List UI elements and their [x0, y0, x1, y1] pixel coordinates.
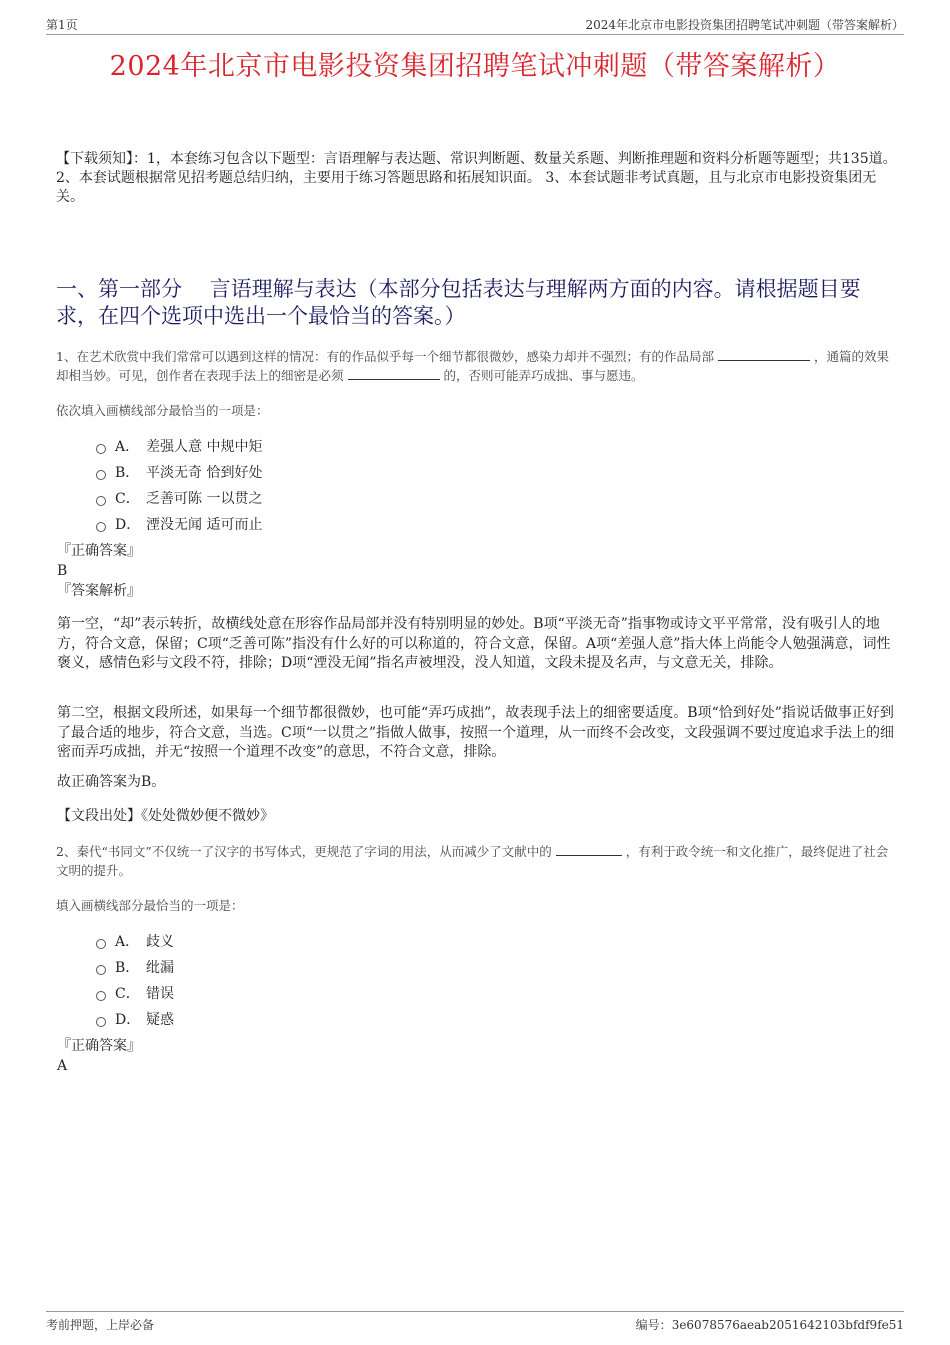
answer-value: B [57, 563, 68, 579]
page-number: 第1页 [46, 18, 78, 32]
radio-icon[interactable] [96, 522, 106, 532]
analysis-label: 『答案解析』 [57, 583, 141, 599]
option-d[interactable]: D． 疑惑 [96, 1006, 174, 1032]
answer-value: A [57, 1058, 68, 1074]
question-1-instruction: 依次填入画横线部分最恰当的一项是： [56, 403, 269, 418]
analysis-paragraph-1: 第一空，“却”表示转折，故横线处意在形容作品局部并没有特别明显的妙处。B项“平淡无奇”指事物或诗文平平常常，没有吸引人的地方，符合文意，保留；C项“乏善可陈”指没有什么好的可以称道的，符合文意，保留。A项“差强人意”指大体上尚能令人勉强满意，词性褒义，感情色彩与文段不符，排除；D项“湮没无闻”指名声被埋没，没人知道，文段未提及名声，与文意无关，排除。 [57, 616, 891, 671]
option-a[interactable]: A． 差强人意 中规中矩 [96, 433, 262, 459]
footer-slogan: 考前押题，上岸必备 [46, 1318, 155, 1332]
option-c[interactable]: C． 错误 [96, 980, 174, 1006]
radio-icon[interactable] [96, 470, 106, 480]
page-header [46, 14, 904, 35]
fill-blank [718, 348, 810, 361]
question-1-answer [57, 541, 141, 601]
question-2-answer [57, 1036, 141, 1076]
radio-icon[interactable] [96, 444, 106, 454]
answer-conclusion: 故正确答案为B。 [57, 774, 166, 790]
option-c[interactable]: C． 乏善可陈 一以贯之 [96, 485, 262, 511]
radio-icon[interactable] [96, 496, 106, 506]
option-d[interactable]: D． 湮没无闻 适可而止 [96, 511, 262, 537]
radio-icon[interactable] [96, 991, 106, 1001]
question-1-options [96, 433, 262, 537]
radio-icon[interactable] [96, 1017, 106, 1027]
download-notice: 【下载须知】：1，本套练习包含以下题型：言语理解与表达题、常识判断题、数量关系题、判断推理题和资料分析题等题型；共135道。 2、本套试题根据常见招考题总结归纳，主要用于练习答题思路和拓展知识面。 3、本套试题非考试真题，且与北京市电影投资集团无关。 [56, 151, 897, 205]
option-a[interactable]: A． 歧义 [96, 928, 174, 954]
answer-label: 『正确答案』 [57, 1038, 141, 1054]
analysis-paragraph-2: 第二空，根据文段所述，如果每一个细节都很微妙，也可能“弄巧成拙”，故表现手法上的细密要适度。B项“恰到好处”指说话做事正好到了最合适的地步，符合文意，当选。C项“一以贯之”指做人做事，按照一个道理，从一而终不会改变，文段强调不要过度追求手法上的细密而弄巧成拙，并无“按照一个道理不改变”的意思，不符合文意，排除。 [57, 705, 895, 760]
radio-icon[interactable] [96, 965, 106, 975]
section-heading: 一、第一部分 言语理解与表达（本部分包括表达与理解两方面的内容。请根据题目要求，在四个选项中选出一个最恰当的答案。） [56, 277, 861, 328]
question-1-text: 1、在艺术欣赏中我们常常可以遇到这样的情况：有的作品似乎每一个细节都很微妙，感染力却并不强烈；有的作品局部 ，通篇的效果却相当妙。可见，创作者在表现手法上的细密是必须 的，否则可能弄巧成拙、事与愿违。 [56, 349, 889, 383]
header-doc-title: 2024年北京市电影投资集团招聘笔试冲刺题（带答案解析） [585, 18, 904, 32]
fill-blank [348, 367, 440, 380]
page-footer [46, 1311, 904, 1332]
question-2-options [96, 928, 174, 1032]
radio-icon[interactable] [96, 939, 106, 949]
fill-blank [556, 843, 622, 856]
document-title: 2024年北京市电影投资集团招聘笔试冲刺题（带答案解析） [109, 51, 841, 82]
option-b[interactable]: B． 纰漏 [96, 954, 174, 980]
question-2-text: 2、秦代“书同文”不仅统一了汉字的书写体式，更规范了字词的用法，从而减少了文献中的 ，有利于政令统一和文化推广，最终促进了社会文明的提升。 [56, 844, 889, 878]
answer-label: 『正确答案』 [57, 543, 141, 559]
option-b[interactable]: B． 平淡无奇 恰到好处 [96, 459, 262, 485]
document-code: 编号：3e6078576aeab2051642103bfdf9fe51 [635, 1318, 904, 1332]
text-source: 【文段出处】《处处微妙便不微妙》 [57, 808, 274, 824]
question-2-instruction: 填入画横线部分最恰当的一项是： [56, 898, 244, 913]
